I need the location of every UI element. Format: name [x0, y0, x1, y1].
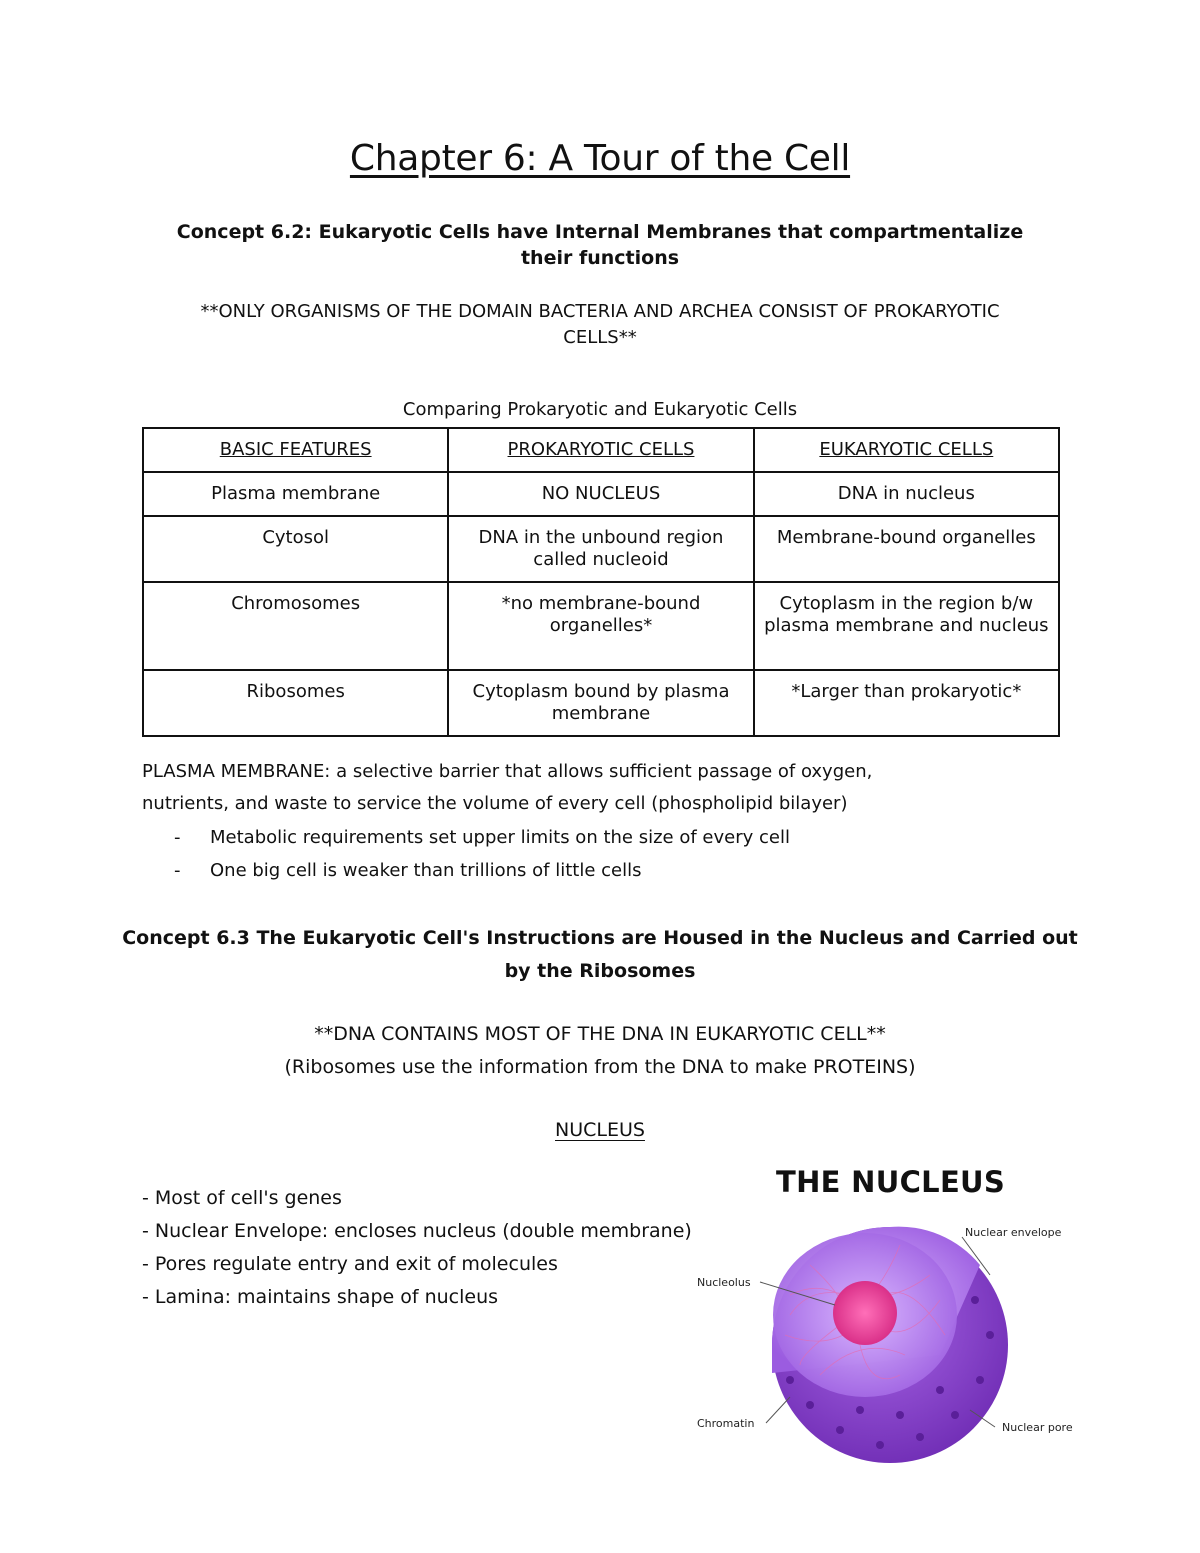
plasma-membrane-line1: PLASMA MEMBRANE: a selective barrier that allows sufficient passage of oxygen,: [142, 761, 873, 782]
table-cell: Cytosol: [143, 516, 448, 582]
table-cell: Cytoplasm in the region b/w plasma membrane and nucleus: [754, 582, 1059, 670]
table-cell: Ribosomes: [143, 670, 448, 736]
concept-6-2-heading: [0, 219, 1200, 271]
concept-6-3-line2: by the Ribosomes: [504, 960, 696, 982]
table-cell: Chromosomes: [143, 582, 448, 670]
list-item: - One big cell is weaker than trillions of little cells: [174, 854, 1054, 887]
dna-note: [0, 1018, 1200, 1084]
prokaryotic-note: [0, 299, 1200, 351]
concept-6-3-line1: Concept 6.3 The Eukaryotic Cell's Instructions are Housed in the Nucleus and Carried out: [122, 927, 1078, 949]
table-cell: DNA in the unbound region called nucleoid: [448, 516, 753, 582]
plasma-membrane-bullets: [174, 821, 1054, 887]
list-item: - Most of cell's genes: [142, 1187, 342, 1209]
table-header-row: [143, 428, 1059, 472]
label-chromatin: Chromatin: [697, 1417, 755, 1430]
dna-note-line2: (Ribosomes use the information from the DNA to make PROTEINS): [284, 1056, 916, 1078]
plasma-membrane-line2: nutrients, and waste to service the volume of every cell (phospholipid bilayer): [142, 793, 848, 814]
label-nuclear-pore: Nuclear pore: [1002, 1421, 1073, 1434]
table-cell: Plasma membrane: [143, 472, 448, 516]
table-cell: *Larger than prokaryotic*: [754, 670, 1059, 736]
list-item: - Nuclear Envelope: encloses nucleus (double membrane): [142, 1220, 692, 1242]
table-cell: DNA in nucleus: [754, 472, 1059, 516]
page-title: Chapter 6: A Tour of the Cell: [349, 138, 851, 179]
prokaryotic-note-line2: CELLS**: [563, 327, 637, 348]
table-cell: Membrane-bound organelles: [754, 516, 1059, 582]
label-nucleolus: Nucleolus: [697, 1276, 751, 1289]
table-cell: Cytoplasm bound by plasma membrane: [448, 670, 753, 736]
concept-6-2-line1: Concept 6.2: Eukaryotic Cells have Internal Membranes that compartmentalize: [176, 221, 1024, 243]
concept-6-3-heading: [0, 922, 1200, 988]
list-item: - Pores regulate entry and exit of molecules: [142, 1253, 558, 1275]
chromatin-leader-line: [766, 1397, 790, 1423]
comparison-table: [142, 427, 1060, 737]
list-item: - Metabolic requirements set upper limits on the size of every cell: [174, 821, 1054, 854]
table-row: [143, 516, 1059, 582]
plasma-membrane-definition: [142, 756, 1062, 820]
figure-title: THE NUCLEUS: [776, 1165, 1006, 1199]
table-row: [143, 670, 1059, 736]
list-item: - Lamina: maintains shape of nucleus: [142, 1286, 499, 1308]
table-header: EUKARYOTIC CELLS: [754, 428, 1059, 472]
nucleus-heading: NUCLEUS: [555, 1119, 645, 1141]
table-caption: Comparing Prokaryotic and Eukaryotic Cells: [402, 399, 798, 420]
dna-note-line1: **DNA CONTAINS MOST OF THE DNA IN EUKARYOTIC CELL**: [314, 1023, 886, 1045]
prokaryotic-note-line1: **ONLY ORGANISMS OF THE DOMAIN BACTERIA AND ARCHEA CONSIST OF PROKARYOTIC: [200, 301, 1000, 322]
table-cell: *no membrane-bound organelles*: [448, 582, 753, 670]
table-header: BASIC FEATURES: [143, 428, 448, 472]
nucleolus-shape: [833, 1281, 897, 1345]
table-header: PROKARYOTIC CELLS: [448, 428, 753, 472]
concept-6-2-line2: their functions: [520, 247, 680, 269]
table-row: [143, 582, 1059, 670]
table-cell: NO NUCLEUS: [448, 472, 753, 516]
label-nuclear-envelope: Nuclear envelope: [965, 1226, 1062, 1239]
table-row: [143, 472, 1059, 516]
nucleus-facts-list: [142, 1182, 762, 1314]
